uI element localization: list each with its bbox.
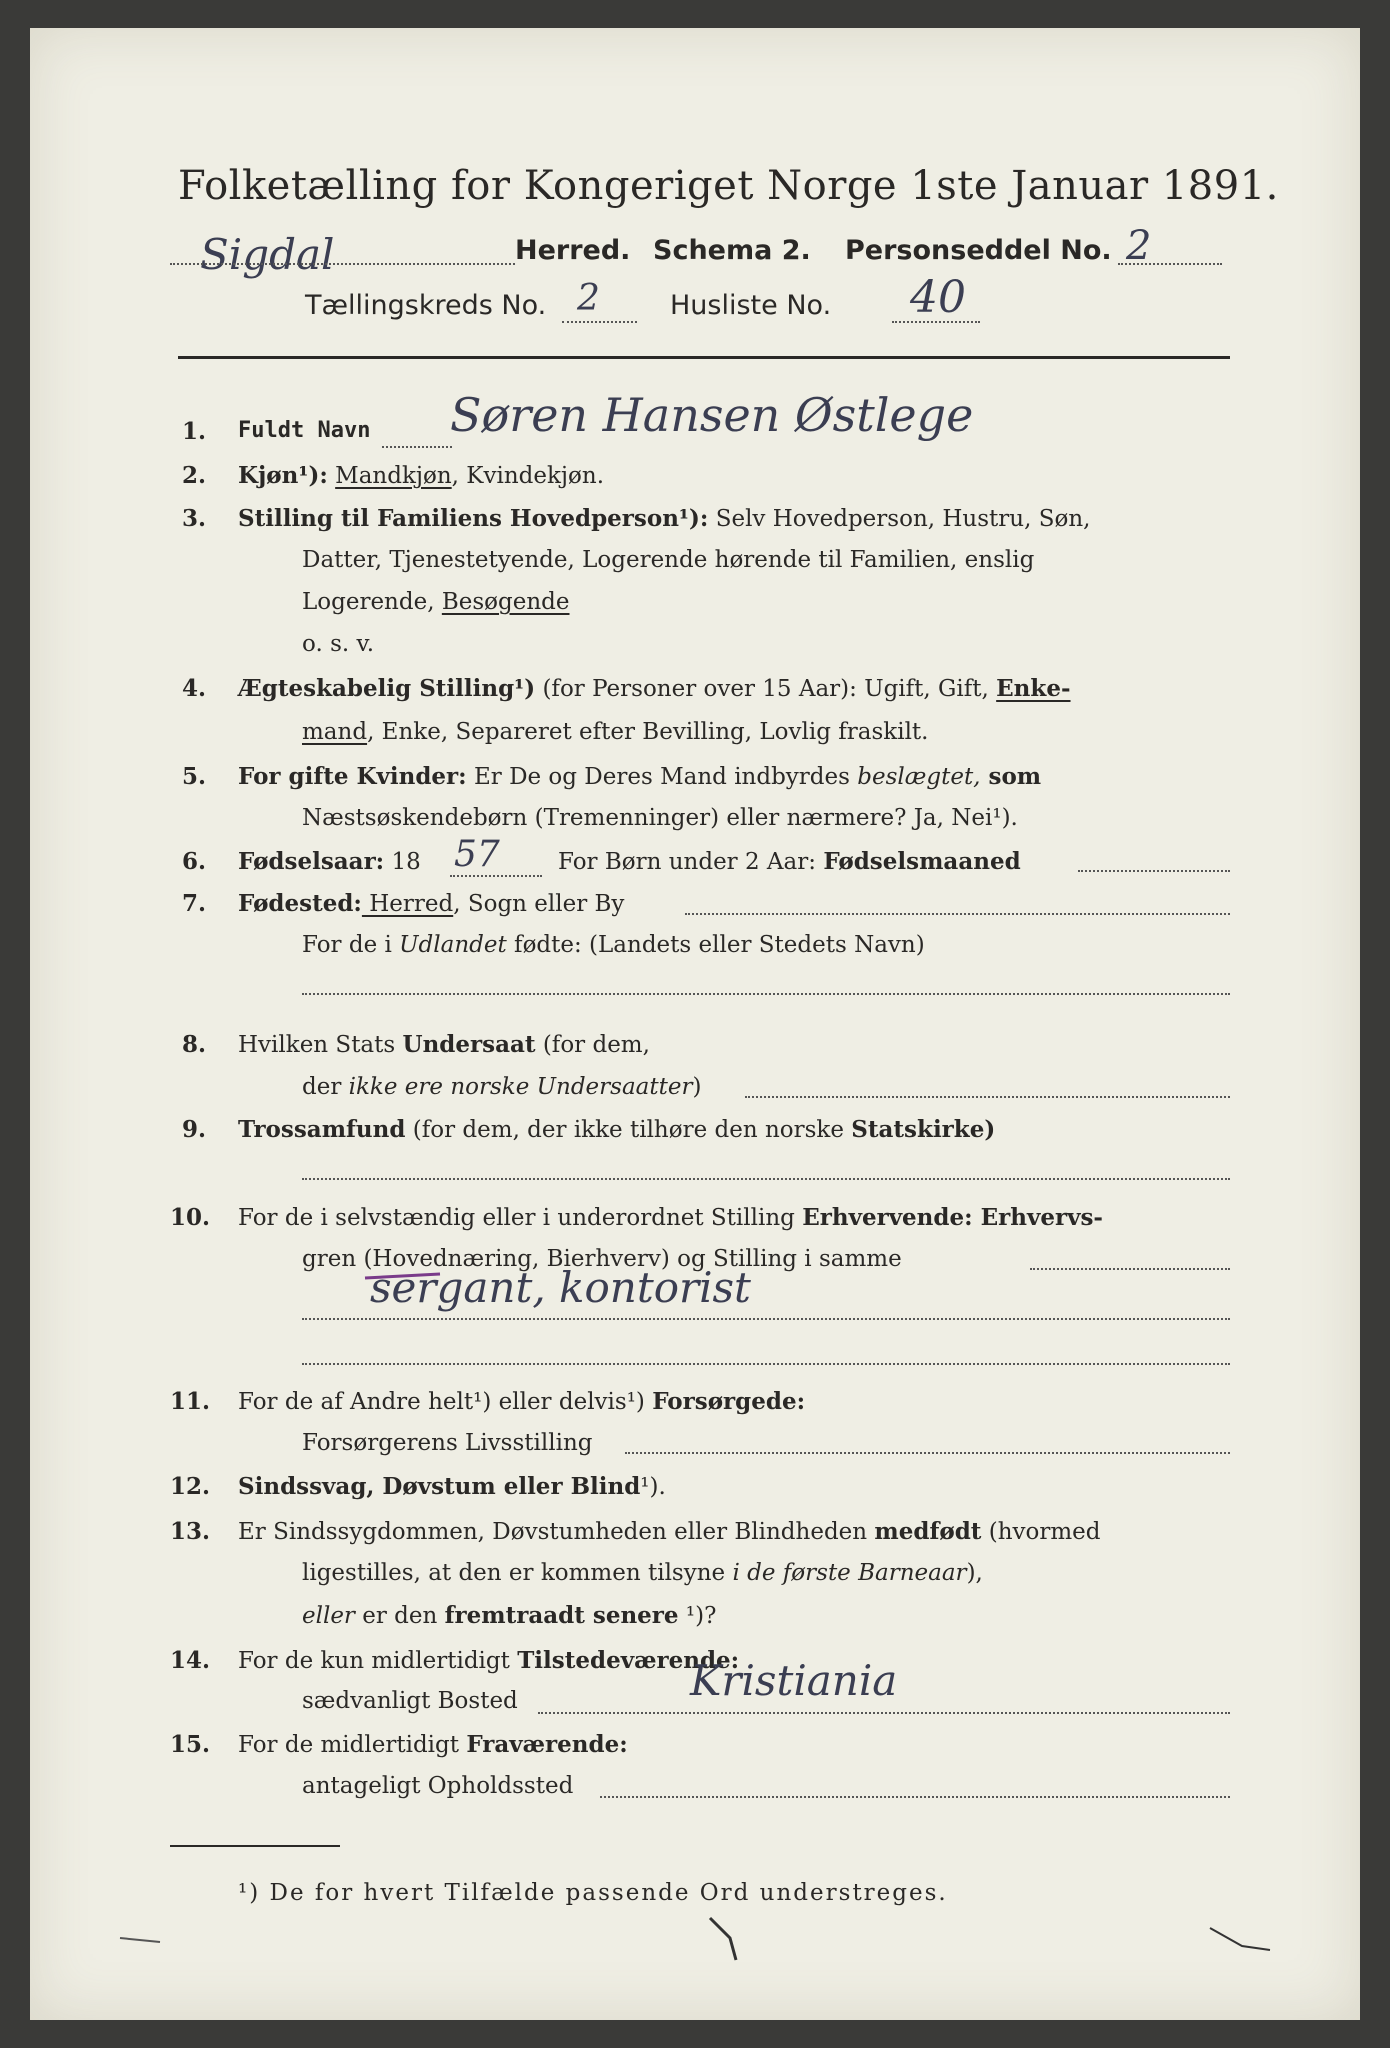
- husliste-label: Husliste No.: [670, 290, 832, 321]
- fuldt-navn-label: Fuldt Navn: [238, 418, 371, 443]
- fodested-line1: Fødested: Herred, Sogn eller By: [238, 890, 625, 917]
- stilling-line3: Logerende, Besøgende: [302, 589, 570, 615]
- husliste-number: 40: [910, 272, 966, 323]
- born-label: For Børn under 2 Aar: Fødselsmaaned: [558, 848, 1021, 875]
- stilling-line4: o. s. v.: [302, 631, 375, 657]
- item-number: 12.: [170, 1473, 211, 1500]
- personseddel-number: 2: [1126, 223, 1152, 269]
- undersaat-line1: Hvilken Stats Undersaat (for dem,: [238, 1031, 650, 1058]
- personseddel-label: Personseddel No.: [845, 235, 1112, 266]
- medfodt-line3: eller er den fremtraadt senere ¹)?: [302, 1602, 717, 1629]
- bosted-handwritten: Kristiania: [690, 1656, 898, 1705]
- item-number: 6.: [182, 848, 207, 875]
- erhverv-line1: For de i selvstændig eller i underordnet Stilling Erhvervende: Erhvervs-: [238, 1204, 1103, 1231]
- item-number: 9.: [182, 1116, 207, 1143]
- fravaerende-line1: For de midlertidigt Fraværende:: [238, 1731, 628, 1758]
- undersaat-line2: der ikke ere norske Undersaatter): [302, 1074, 702, 1100]
- forsorgede-line2: Forsørgerens Livsstilling: [302, 1430, 593, 1456]
- herred-handwritten: Sigdal: [200, 230, 335, 279]
- fodested-line2: For de i Udlandet fødte: (Landets eller Stedets Navn): [302, 932, 925, 958]
- form-title: Folketælling for Kongeriget Norge 1ste Januar 1891.: [178, 163, 1279, 209]
- gifte-line1: For gifte Kvinder: Er De og Deres Mand indbyrdes beslægtet, som: [238, 763, 1042, 790]
- gifte-line2: Næstsøskendebørn (Tremenninger) eller nærmere? Ja, Nei¹).: [302, 805, 1018, 831]
- fuldt-navn-handwritten: Søren Hansen Østlege: [450, 388, 974, 442]
- item-number: 3.: [182, 505, 207, 532]
- erhverv-handwritten: sergant, kontorist: [370, 1263, 751, 1312]
- taellingskreds-label: Tællingskreds No.: [305, 290, 547, 321]
- stilling-line1: Stilling til Familiens Hovedperson¹): Selv Hovedperson, Hustru, Søn,: [238, 505, 1091, 532]
- item-number: 13.: [170, 1518, 211, 1545]
- fravaerende-line2: antageligt Opholdssted: [302, 1773, 574, 1799]
- taellingskreds-number: 2: [577, 278, 600, 319]
- ink-marks: [30, 28, 1360, 2020]
- item-number: 2.: [182, 462, 207, 489]
- footnote: ¹) De for hvert Tilfælde passende Ord understreges.: [238, 1880, 948, 1906]
- erhverv-line2: gren (Hovednæring, Bierhverv) og Stilling i samme: [302, 1246, 902, 1272]
- fodselsaar-label: Fødselsaar: 18: [238, 848, 421, 875]
- forsorgede-line1: For de af Andre helt¹) eller delvis¹) Forsørgede:: [238, 1388, 806, 1415]
- aegteskab-line2: mand, Enke, Separeret efter Bevilling, Lovlig fraskilt.: [302, 719, 929, 745]
- sindssvag-line: Sindssvag, Døvstum eller Blind¹).: [238, 1473, 666, 1500]
- stilling-line2: Datter, Tjenestetyende, Logerende hørende til Familien, enslig: [302, 547, 1035, 573]
- schema-label: Schema 2.: [653, 235, 811, 266]
- item-number: 1.: [182, 418, 207, 445]
- fodselsaar-handwritten: 57: [454, 834, 500, 875]
- tilstede-line1: For de kun midlertidigt Tilstedeværende:: [238, 1647, 740, 1674]
- item-number: 14.: [170, 1647, 211, 1674]
- herred-label: Herred.: [515, 235, 631, 266]
- tilstede-line2: sædvanligt Bosted: [302, 1688, 518, 1714]
- kjon-line: Kjøn¹): Mandkjøn, Kvindekjøn.: [238, 462, 605, 489]
- item-number: 7.: [182, 890, 207, 917]
- item-number: 4.: [182, 675, 207, 702]
- census-form: [30, 28, 1360, 2020]
- trossamfund-line: Trossamfund (for dem, der ikke tilhøre den norske Statskirke): [238, 1116, 996, 1143]
- item-number: 10.: [170, 1204, 211, 1231]
- item-number: 8.: [182, 1031, 207, 1058]
- aegteskab-line1: Ægteskabelig Stilling¹) (for Personer over 15 Aar): Ugift, Gift, Enke-: [238, 675, 1071, 702]
- medfodt-line2: ligestilles, at den er kommen tilsyne i de første Barneaar),: [302, 1560, 983, 1586]
- item-number: 11.: [170, 1388, 211, 1415]
- medfodt-line1: Er Sindssygdommen, Døvstumheden eller Blindheden medfødt (hvormed: [238, 1518, 1101, 1545]
- item-number: 15.: [170, 1731, 211, 1758]
- item-number: 5.: [182, 763, 207, 790]
